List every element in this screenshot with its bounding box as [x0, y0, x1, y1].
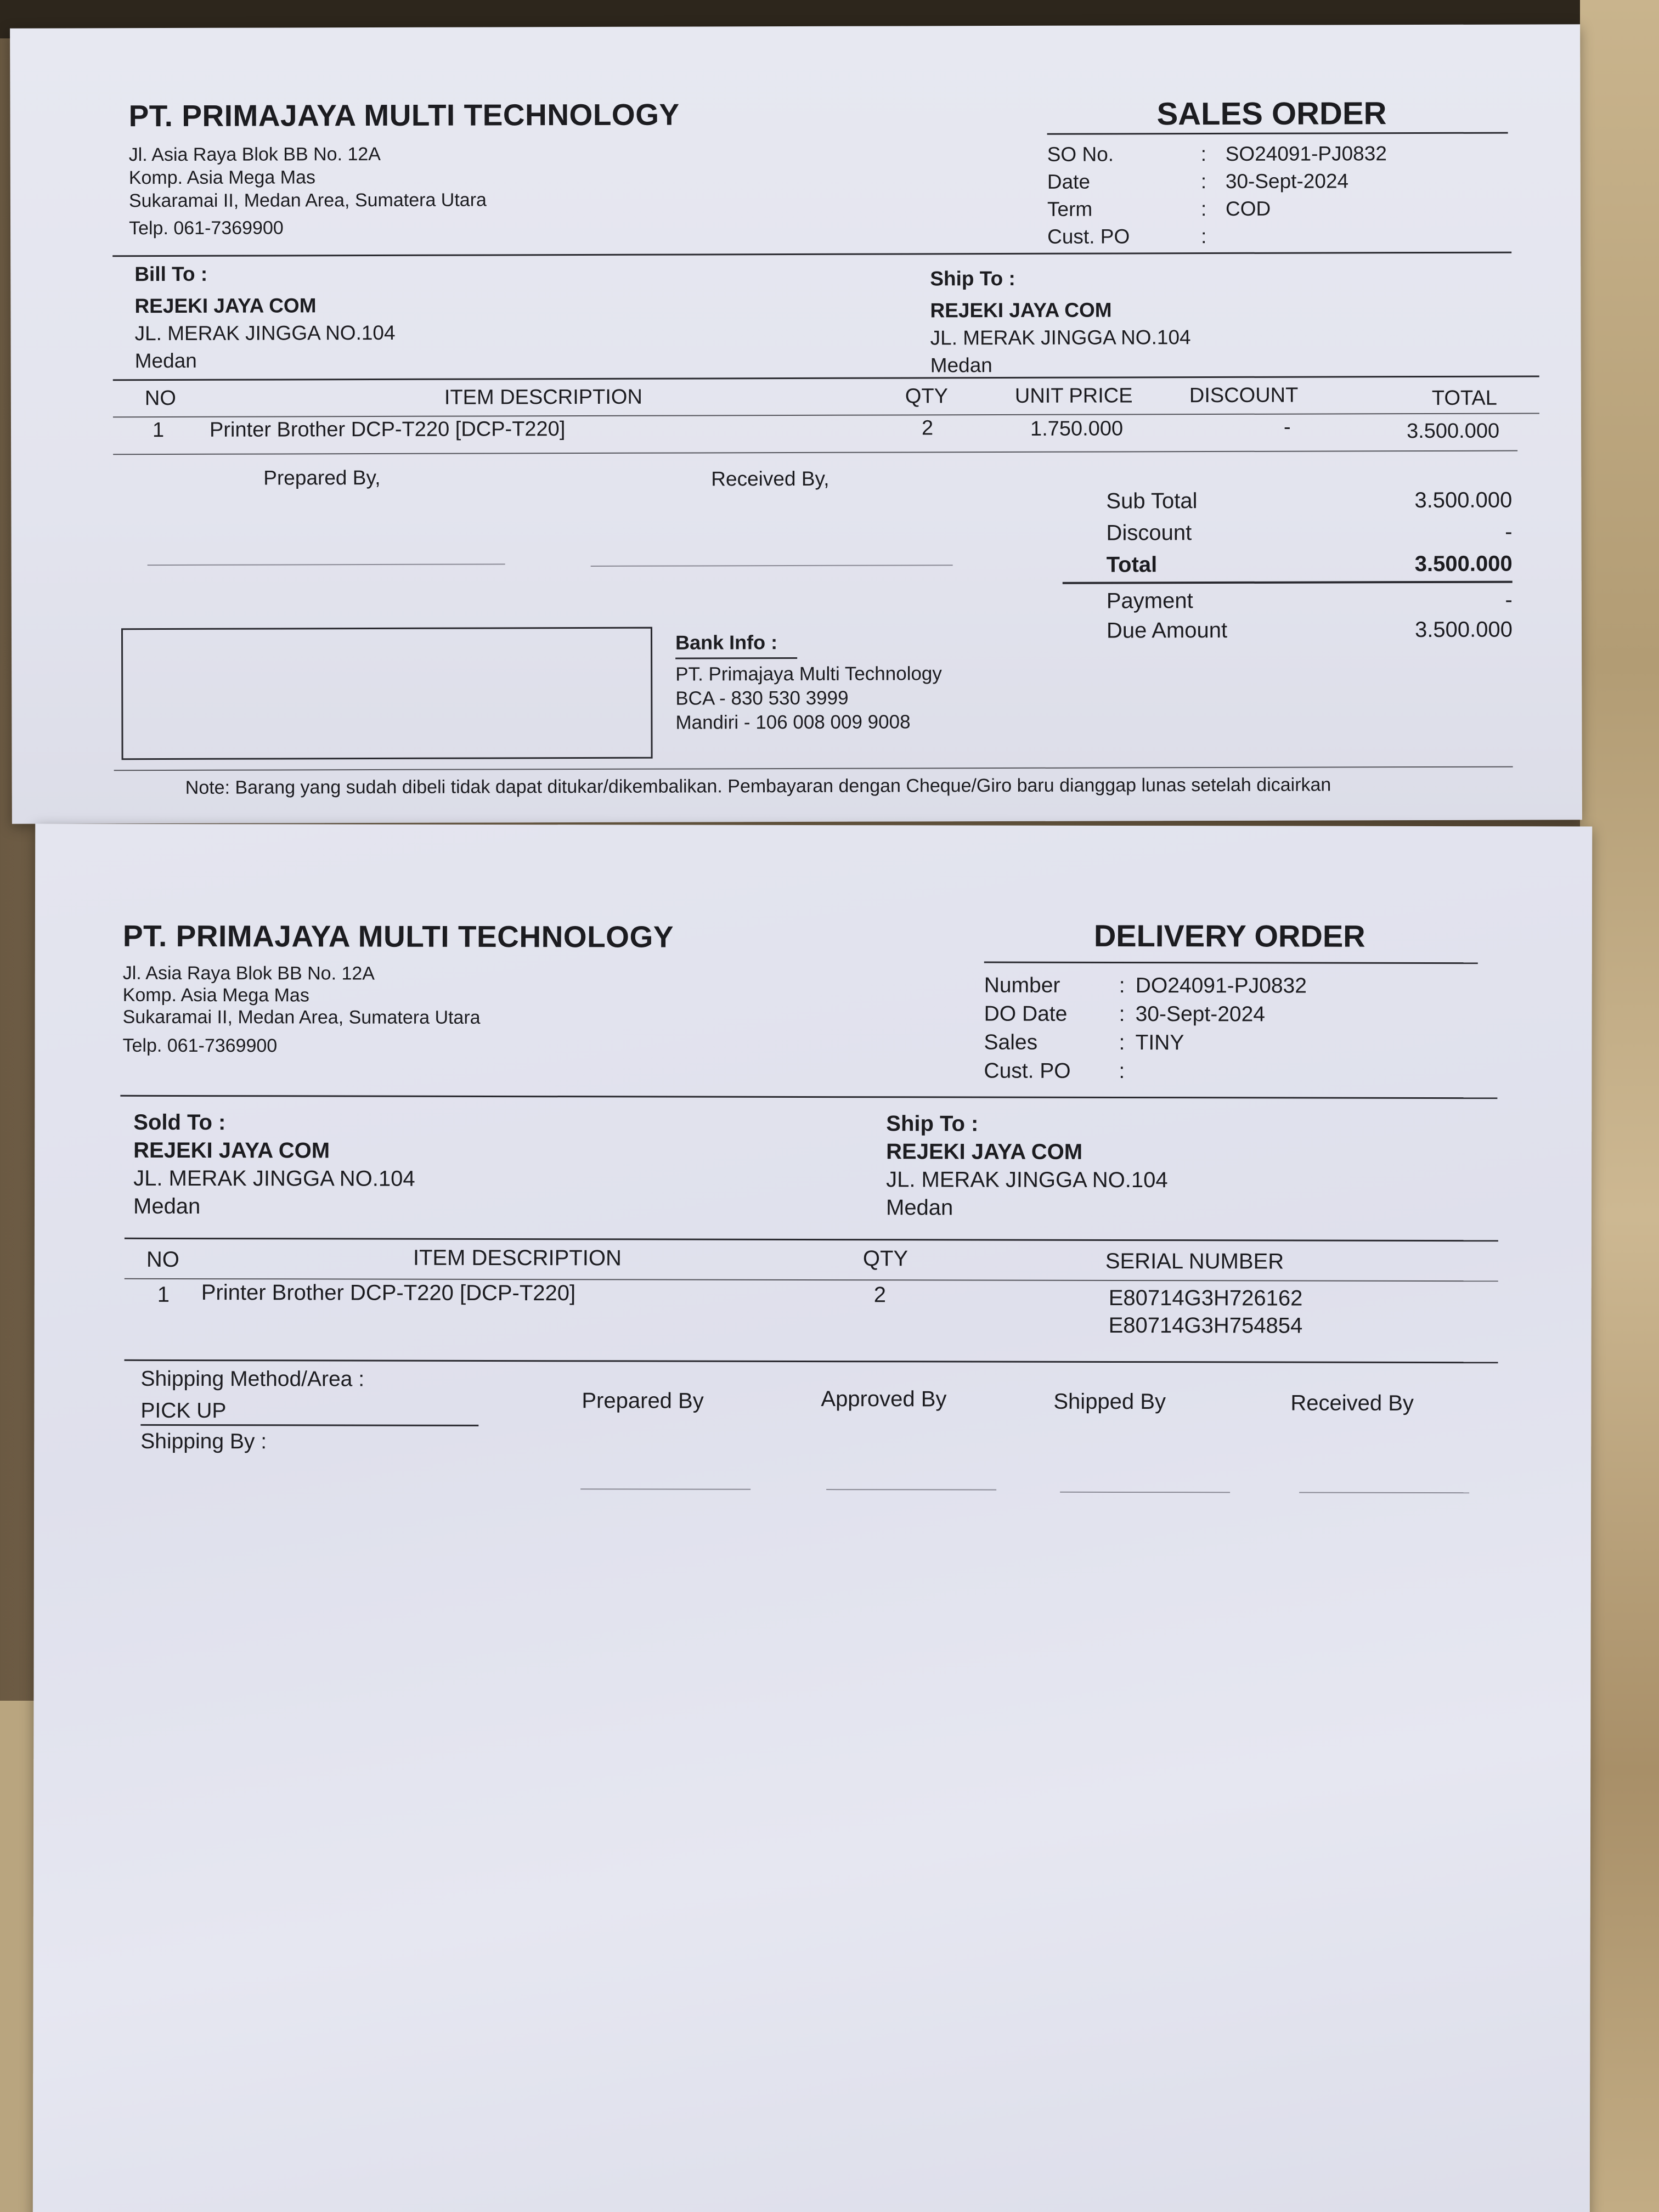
shipped-by-signature-line: [1060, 1492, 1230, 1493]
order-meta: [984, 972, 1307, 1086]
company-name: PT. PRIMAJAYA MULTI TECHNOLOGY: [122, 918, 674, 954]
wood-table-edge: [1580, 0, 1659, 2212]
bill-to-block: [134, 262, 396, 373]
do-number: DO24091-PJ0832: [1135, 974, 1307, 998]
discount-value: -: [1505, 520, 1513, 544]
approved-by-signature-line: [826, 1489, 996, 1491]
row-serial-numbers: [1109, 1284, 1303, 1340]
totals-summary: [1106, 484, 1513, 646]
sales-order-sheet: [10, 24, 1582, 823]
shipping-method-label: Shipping Method/Area :: [140, 1367, 365, 1391]
do-date: 30-Sept-2024: [1135, 1002, 1266, 1026]
company-address: [122, 962, 480, 1057]
row-total: 3.500.000: [1406, 419, 1500, 443]
title-underline: [1047, 132, 1508, 135]
ship-to-city: Medan: [930, 354, 992, 377]
note-divider: [114, 766, 1513, 771]
bill-to-name: REJEKI JAYA COM: [134, 294, 317, 318]
row-unit-price: 1.750.000: [1030, 417, 1124, 441]
sold-to-city: Medan: [133, 1194, 201, 1219]
discount-label: Discount: [1106, 521, 1192, 545]
table-top-line: [113, 375, 1539, 381]
meta-label: Term: [1047, 198, 1093, 221]
meta-label: SO No.: [1047, 143, 1114, 166]
prepared-by-label: Prepared By,: [263, 466, 381, 489]
meta-label: DO Date: [984, 1002, 1068, 1026]
col-header-discount: DISCOUNT: [1189, 383, 1299, 408]
col-header-qty: QTY: [862, 1246, 909, 1271]
ship-to-address: JL. MERAK JINGGA NO.104: [886, 1167, 1168, 1193]
address-line: Komp. Asia Mega Mas: [122, 984, 309, 1006]
col-header-serial-number: SERIAL NUMBER: [1105, 1249, 1284, 1274]
sold-to-label: Sold To :: [133, 1110, 226, 1135]
ship-to-block: [886, 1111, 1168, 1221]
row-no: 1: [152, 419, 165, 442]
row-discount: -: [1283, 415, 1291, 439]
row-description: Printer Brother DCP-T220 [DCP-T220]: [209, 417, 566, 442]
do-sales: TINY: [1135, 1031, 1184, 1055]
sold-to-block: [133, 1110, 415, 1220]
address-line: Jl. Asia Raya Blok BB No. 12A: [122, 962, 375, 984]
address-line: Sukaramai II, Medan Area, Sumatera Utara: [128, 189, 487, 212]
row-description: Printer Brother DCP-T220 [DCP-T220]: [201, 1280, 576, 1306]
ship-to-name: REJEKI JAYA COM: [886, 1139, 1083, 1164]
prepared-by-signature-line: [148, 563, 505, 566]
due-amount-value: 3.500.000: [1414, 617, 1513, 642]
ship-to-label: Ship To :: [930, 267, 1015, 290]
company-address: [129, 142, 487, 240]
total-label: Total: [1106, 552, 1158, 577]
col-header-unit-price: UNIT PRICE: [1014, 384, 1133, 408]
approved-by-label: Approved By: [821, 1387, 947, 1412]
so-number: SO24091-PJ0832: [1225, 142, 1387, 165]
payment-label: Payment: [1106, 589, 1193, 613]
meta-sep: :: [1200, 143, 1207, 166]
sold-to-address: JL. MERAK JINGGA NO.104: [133, 1166, 415, 1191]
subtotal-label: Sub Total: [1106, 489, 1198, 514]
serial-number: E80714G3H754854: [1108, 1313, 1303, 1338]
received-by-signature-line: [1299, 1492, 1469, 1494]
shipping-by-label: Shipping By :: [140, 1429, 267, 1454]
meta-sep: :: [1200, 198, 1207, 221]
col-header-description: ITEM DESCRIPTION: [413, 1245, 622, 1271]
bank-account-name: PT. Primajaya Multi Technology: [675, 663, 942, 685]
document-title: SALES ORDER: [1156, 95, 1387, 132]
so-date: 30-Sept-2024: [1225, 170, 1349, 193]
col-header-description: ITEM DESCRIPTION: [444, 385, 642, 409]
meta-sep: :: [1200, 170, 1207, 193]
bank-info-label: Bank Info :: [675, 631, 797, 659]
delivery-order-sheet: [33, 824, 1592, 2212]
meta-label: Number: [984, 973, 1060, 997]
bank-mandiri: Mandiri - 106 008 009 9008: [675, 711, 911, 733]
total-value: 3.500.000: [1414, 551, 1513, 577]
address-line: Sukaramai II, Medan Area, Sumatera Utara: [122, 1006, 481, 1028]
table-header-line: [113, 413, 1539, 417]
prepared-by-label: Prepared By: [582, 1389, 704, 1413]
meta-sep: :: [1119, 1059, 1125, 1083]
meta-sep: :: [1119, 1030, 1125, 1054]
bank-bca: BCA - 830 530 3999: [675, 687, 849, 709]
shipped-by-label: Shipped By: [1053, 1389, 1166, 1414]
meta-label: Cust. PO: [1047, 225, 1130, 248]
footer-note: Note: Barang yang sudah dibeli tidak dapat ditukar/dikembalikan. Pembayaran dengan Cheque/Giro baru dianggap lunas setelah dicairkan: [185, 774, 1331, 798]
col-header-total: TOTAL: [1431, 386, 1497, 410]
bill-to-city: Medan: [134, 349, 197, 373]
received-by-label: Received By,: [711, 467, 830, 490]
meta-sep: :: [1119, 973, 1125, 997]
so-term: COD: [1225, 197, 1271, 220]
meta-label: Cust. PO: [984, 1059, 1071, 1083]
row-qty: 2: [873, 1283, 887, 1307]
company-phone: Telp. 061-7369900: [129, 217, 284, 239]
address-line: Jl. Asia Raya Blok BB No. 12A: [128, 143, 381, 166]
col-header-no: NO: [146, 1247, 179, 1272]
title-underline: [984, 962, 1478, 964]
table-bottom-line: [125, 1359, 1498, 1363]
col-header-qty: QTY: [905, 385, 949, 408]
document-title: DELIVERY ORDER: [1093, 918, 1365, 953]
total-divider: [1063, 581, 1513, 584]
ship-to-block: [930, 267, 1191, 377]
header-divider: [112, 252, 1511, 257]
received-by-label: Received By: [1290, 1391, 1414, 1415]
row-no: 1: [157, 1282, 170, 1307]
bank-info-block: [675, 630, 942, 735]
due-amount-label: Due Amount: [1106, 618, 1228, 643]
ship-to-city: Medan: [885, 1195, 953, 1220]
serial-number: E80714G3H726162: [1108, 1285, 1303, 1311]
subtotal-value: 3.500.000: [1414, 488, 1513, 513]
bill-to-label: Bill To :: [134, 262, 208, 286]
stamp-box: [121, 627, 653, 760]
meta-label: Date: [1047, 170, 1091, 193]
ship-to-name: REJEKI JAYA COM: [930, 298, 1112, 322]
ship-to-address: JL. MERAK JINGGA NO.104: [930, 326, 1191, 349]
received-by-signature-line: [591, 565, 953, 567]
meta-sep: :: [1201, 225, 1207, 248]
company-phone: Telp. 061-7369900: [122, 1035, 278, 1057]
sold-to-name: REJEKI JAYA COM: [133, 1138, 330, 1163]
payment-value: -: [1505, 588, 1513, 612]
address-line: Komp. Asia Mega Mas: [128, 167, 316, 189]
bill-to-address: JL. MERAK JINGGA NO.104: [134, 321, 396, 345]
shipping-method-value: PICK UP: [140, 1399, 478, 1426]
col-header-no: NO: [144, 386, 176, 410]
meta-sep: :: [1119, 1002, 1125, 1026]
prepared-by-signature-line: [580, 1488, 751, 1490]
company-name: PT. PRIMAJAYA MULTI TECHNOLOGY: [128, 97, 680, 133]
row-qty: 2: [921, 416, 934, 440]
order-meta: [1047, 140, 1387, 251]
ship-to-label: Ship To :: [886, 1111, 979, 1136]
meta-label: Sales: [984, 1030, 1038, 1054]
header-divider: [120, 1095, 1497, 1099]
table-bottom-line: [113, 450, 1517, 455]
table-top-line: [125, 1238, 1498, 1242]
